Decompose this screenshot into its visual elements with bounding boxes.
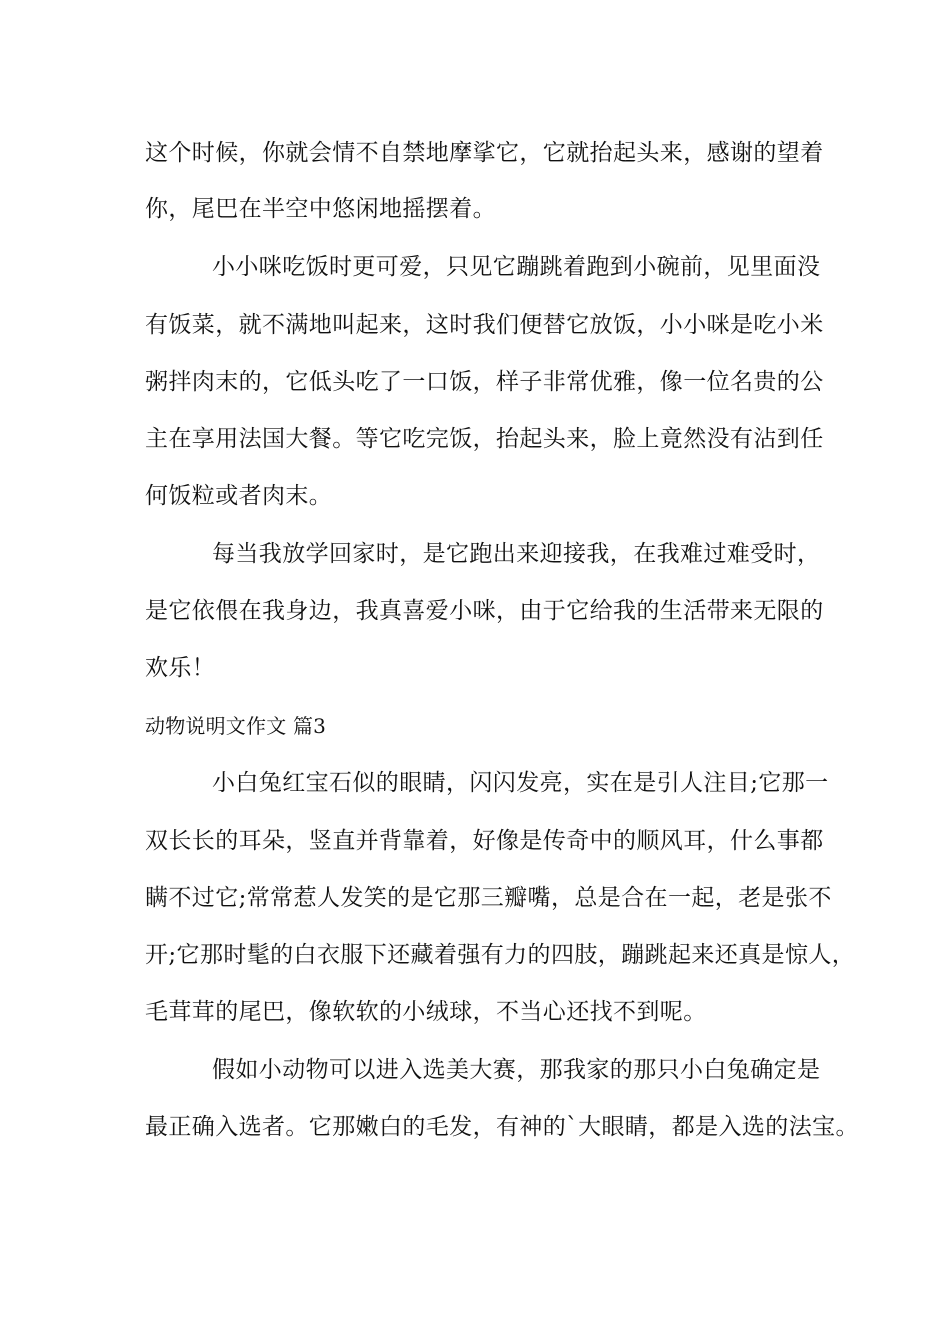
paragraph-2-line-3: 粥拌肉末的，它低头吃了一口饭，样子非常优雅，像一位名贵的公	[145, 369, 824, 395]
section-heading: 动物说明文作文 篇3	[145, 714, 327, 738]
paragraph-2-line-1: 小小咪吃饭时更可爱，只见它蹦跳着跑到小碗前，见里面没	[212, 254, 821, 280]
paragraph-3-line-3: 欢乐！	[145, 655, 216, 681]
paragraph-4-line-4: 开;它那时髦的白衣服下还藏着强有力的四肢，蹦跳起来还真是惊人，	[145, 942, 856, 968]
paragraph-1-line-1: 这个时候，你就会情不自禁地摩挲它，它就抬起头来，感谢的望着	[145, 140, 824, 166]
paragraph-4-line-3: 瞒不过它;常常惹人发笑的是它那三瓣嘴，总是合在一起，老是张不	[145, 885, 832, 911]
paragraph-4-line-5: 毛茸茸的尾巴，像软软的小绒球，不当心还找不到呢。	[145, 999, 707, 1025]
paragraph-1-line-2: 你，尾巴在半空中悠闲地摇摆着。	[145, 196, 496, 222]
paragraph-2-line-4: 主在享用法国大餐。等它吃完饭，抬起头来，脸上竟然没有沾到任	[145, 426, 824, 452]
paragraph-2-line-2: 有饭菜，就不满地叫起来，这时我们便替它放饭，小小咪是吃小米	[145, 312, 824, 338]
paragraph-4-line-1: 小白兔红宝石似的眼睛，闪闪发亮，实在是引人注目;它那一	[212, 770, 829, 796]
paragraph-3-line-2: 是它依偎在我身边，我真喜爱小咪，由于它给我的生活带来无限的	[145, 598, 824, 624]
paragraph-2-line-5: 何饭粒或者肉末。	[145, 483, 333, 509]
paragraph-4-line-2: 双长长的耳朵，竖直并背靠着，好像是传奇中的顺风耳，什么事都	[145, 828, 824, 854]
paragraph-5-line-1: 假如小动物可以进入选美大赛，那我家的那只小白兔确定是	[212, 1057, 821, 1083]
paragraph-5-line-2: 最正确入选者。它那嫩白的毛发，有神的`大眼睛，都是入选的法宝。	[145, 1114, 859, 1140]
paragraph-3-line-1: 每当我放学回家时，是它跑出来迎接我，在我难过难受时，	[212, 541, 821, 567]
